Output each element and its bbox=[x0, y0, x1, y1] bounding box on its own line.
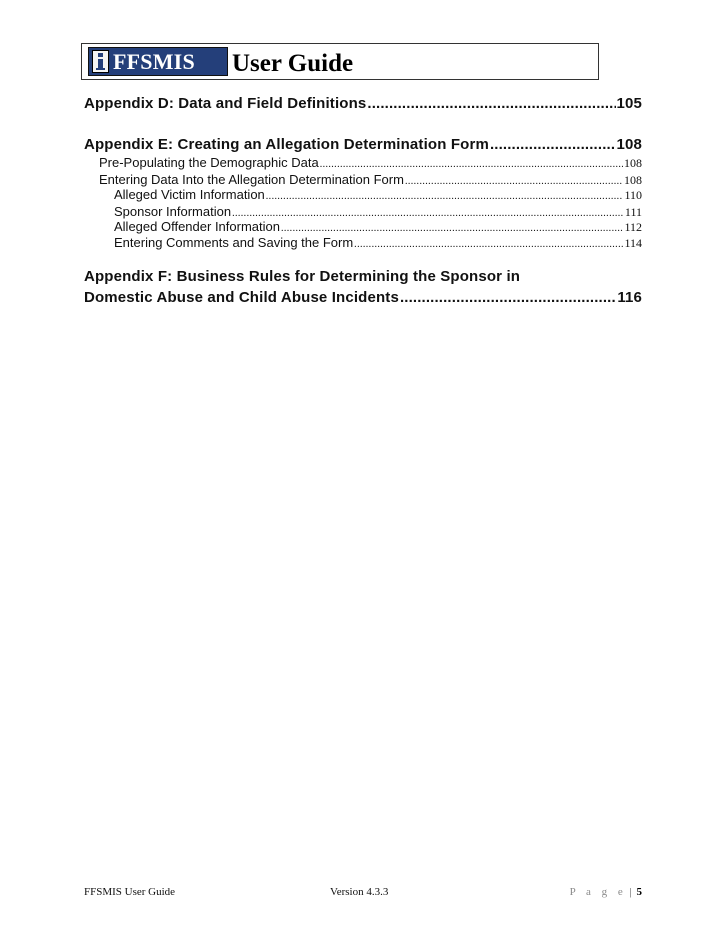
toc-leader-dots bbox=[400, 289, 616, 307]
toc-leader-dots bbox=[320, 157, 623, 173]
logo-text: FFSMIS bbox=[113, 49, 195, 74]
toc-entry-pre-populating-demographic-data[interactable] bbox=[84, 155, 642, 173]
toc-entry-entering-comments[interactable] bbox=[84, 235, 642, 253]
footer-version: Version 4.3.3 bbox=[330, 886, 389, 898]
toc-entry-page: 108 bbox=[624, 156, 642, 170]
document-header bbox=[81, 43, 599, 80]
toc-leader-dots bbox=[354, 237, 623, 253]
toc-leader-dots bbox=[266, 189, 624, 205]
toc-entry-appendix-f[interactable] bbox=[84, 268, 642, 307]
toc-entry-title: Alleged Offender Information bbox=[114, 219, 280, 234]
toc-entry-title: Entering Comments and Saving the Form bbox=[114, 235, 354, 250]
toc-entry-title: Pre-Populating the Demographic Data bbox=[99, 155, 319, 170]
toc-entry-page: 105 bbox=[616, 95, 642, 112]
toc-entry-title: Appendix E: Creating an Allegation Determination Form bbox=[84, 136, 489, 153]
toc-entry-title-line2: Domestic Abuse and Child Abuse Incidents bbox=[84, 289, 399, 306]
header-title: User Guide bbox=[232, 50, 354, 77]
toc-entry-title: Entering Data Into the Allegation Determination Form bbox=[99, 172, 404, 187]
info-i-icon bbox=[92, 50, 109, 73]
footer-page-number: 5 bbox=[636, 886, 642, 898]
toc-entry-page: 114 bbox=[624, 236, 642, 250]
ffsmis-logo bbox=[88, 47, 228, 76]
toc-leader-dots bbox=[367, 95, 615, 113]
footer-page-separator: | bbox=[629, 886, 632, 898]
footer-doc-title: FFSMIS User Guide bbox=[84, 886, 176, 898]
page-footer bbox=[84, 884, 642, 900]
toc-entry-title-line1: Appendix F: Business Rules for Determining the Sponsor in bbox=[84, 268, 521, 285]
toc-entry-page: 116 bbox=[617, 289, 642, 306]
toc-entry-title: Appendix D: Data and Field Definitions bbox=[84, 95, 367, 112]
toc-entry-title-line2-row bbox=[84, 289, 642, 307]
toc-entry-appendix-e[interactable] bbox=[84, 136, 642, 154]
toc-entry-page: 108 bbox=[616, 136, 642, 153]
toc-entry-appendix-d[interactable] bbox=[84, 95, 642, 113]
footer-page-label: P a g e bbox=[569, 886, 627, 898]
toc-entry-page: 112 bbox=[624, 220, 642, 234]
toc-leader-dots bbox=[490, 136, 616, 154]
toc-entry-alleged-victim-information[interactable] bbox=[84, 187, 642, 205]
toc-entry-page: 110 bbox=[624, 188, 642, 202]
toc-entry-title: Sponsor Information bbox=[114, 204, 232, 219]
footer-page-indicator bbox=[570, 884, 642, 900]
toc-entry-page: 108 bbox=[624, 173, 642, 187]
toc-entry-page: 111 bbox=[624, 205, 642, 219]
toc-entry-title: Alleged Victim Information bbox=[114, 187, 265, 202]
